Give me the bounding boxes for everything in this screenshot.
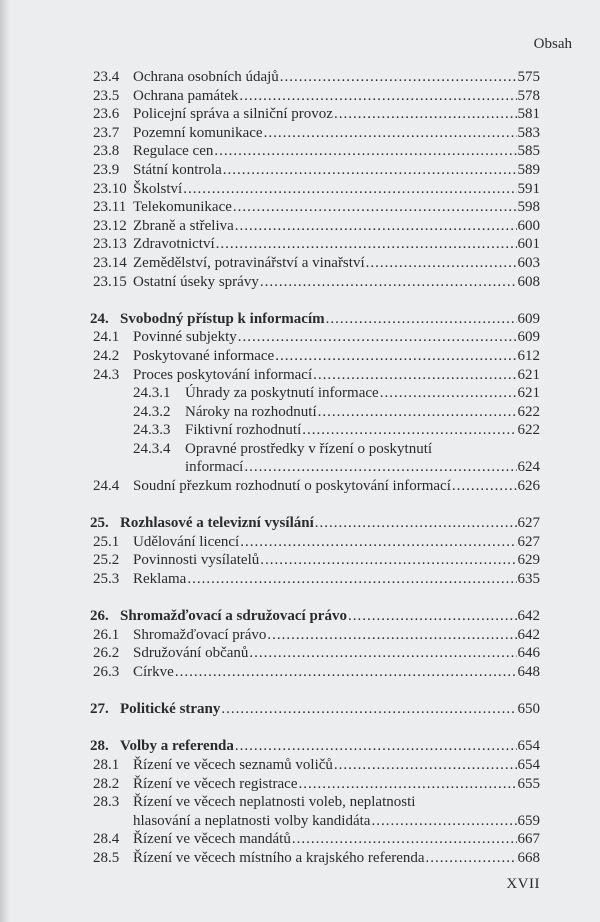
entry-page: 608 <box>517 273 540 290</box>
toc-entry[interactable] <box>90 403 540 422</box>
dot-leader <box>249 644 516 663</box>
dot-leader <box>235 737 517 756</box>
entry-title-continuation: hlasování a neplatnosti volby kandidáta <box>133 812 371 829</box>
entry-number: 23.11 <box>93 199 127 216</box>
toc-entry[interactable] <box>90 347 540 366</box>
entry-title: Telekomunikace <box>133 199 232 216</box>
dot-leader <box>302 421 516 440</box>
dot-leader <box>452 477 517 496</box>
toc-entry[interactable] <box>90 105 540 124</box>
entry-page: 654 <box>517 756 540 773</box>
entry-number: 24.3.3 <box>133 422 171 439</box>
dot-leader <box>233 198 517 217</box>
toc-chapter-entry[interactable] <box>90 310 540 329</box>
toc-chapter-entry[interactable] <box>90 737 540 756</box>
entry-title: Shromažďovací právo <box>133 626 267 643</box>
entry-page: 629 <box>517 552 540 569</box>
entry-page: 578 <box>517 87 540 104</box>
toc-entry[interactable] <box>90 198 540 217</box>
entry-number: 25.3 <box>93 571 120 588</box>
entry-title: Fiktivní rozhodnutí <box>185 422 302 439</box>
toc-entry[interactable] <box>90 830 540 849</box>
entry-page: 609 <box>517 329 540 346</box>
dot-leader <box>239 87 516 106</box>
entry-title: Soudní přezkum rozhodnutí o poskytování informací <box>133 478 451 495</box>
entry-page: 642 <box>517 608 540 625</box>
entry-title: Zdravotnictví <box>133 236 215 253</box>
toc-entry[interactable] <box>90 756 540 775</box>
toc-entry[interactable] <box>90 421 540 440</box>
entry-title-continuation: informací <box>185 459 244 476</box>
entry-title: Řízení ve věcech mandátů <box>133 831 291 848</box>
entry-number: 23.13 <box>93 236 127 253</box>
spacer <box>90 496 540 515</box>
entry-page: 654 <box>517 738 540 755</box>
dot-leader <box>264 124 517 143</box>
toc-entry-continuation <box>90 458 540 477</box>
entry-number: 26.1 <box>93 626 120 643</box>
entry-number: 26. <box>90 608 109 625</box>
dot-leader <box>426 849 517 868</box>
entry-number: 23.14 <box>93 254 127 271</box>
entry-title: Regulace cen <box>133 143 214 160</box>
entry-page: 668 <box>517 849 540 866</box>
entry-page: 650 <box>517 701 540 718</box>
entry-page: 648 <box>517 664 540 680</box>
toc-entry[interactable] <box>90 533 540 552</box>
entry-page: 600 <box>517 217 540 234</box>
entry-number: 23.15 <box>93 273 127 290</box>
entry-number: 23.9 <box>93 161 120 178</box>
entry-page: 622 <box>517 403 540 420</box>
dot-leader <box>238 328 517 347</box>
entry-number: 28.3 <box>93 794 120 811</box>
dot-leader <box>280 68 517 87</box>
entry-page: 621 <box>517 366 540 383</box>
entry-number: 25. <box>90 515 109 532</box>
entry-page: 627 <box>517 515 540 532</box>
dot-leader <box>348 607 517 626</box>
table-of-contents <box>90 68 540 868</box>
entry-title: Povinné subjekty <box>133 329 237 346</box>
page-edge-shadow <box>0 0 10 922</box>
entry-title: Církve <box>133 664 174 680</box>
dot-leader <box>260 551 516 570</box>
entry-title: Řízení ve věcech seznamů voličů <box>133 756 333 773</box>
entry-title: Rozhlasové a televizní vysílání <box>120 515 314 532</box>
entry-title: Zemědělství, potravinářství a vinařství <box>133 254 365 271</box>
entry-page: 591 <box>517 180 540 197</box>
entry-page: 603 <box>517 254 540 271</box>
entry-title: Státní kontrola <box>133 161 222 178</box>
toc-entry[interactable] <box>90 161 540 180</box>
spacer <box>90 719 540 738</box>
entry-title: Školství <box>133 180 183 197</box>
entry-number: 24.4 <box>93 478 120 495</box>
entry-title: Volby a referenda <box>120 738 234 755</box>
toc-entry[interactable] <box>90 477 540 496</box>
entry-number: 23.7 <box>93 124 120 141</box>
dot-leader <box>380 384 517 403</box>
spacer <box>90 682 540 701</box>
entry-number-spacer <box>133 458 185 477</box>
entry-page: 585 <box>517 143 540 160</box>
entry-title: Proces poskytování informací <box>133 366 313 383</box>
dot-leader <box>334 756 517 775</box>
toc-entry[interactable] <box>90 87 540 106</box>
entry-page: 646 <box>517 645 540 662</box>
dot-leader <box>223 161 517 180</box>
entry-title: Opravné prostředky v řízení o poskytnutí <box>185 440 433 457</box>
entry-title: Ochrana osobních údajů <box>133 69 279 85</box>
dot-leader <box>313 366 516 385</box>
dot-leader <box>235 217 517 236</box>
entry-page: 612 <box>517 347 540 364</box>
toc-entry[interactable] <box>90 644 540 663</box>
entry-number: 24.3 <box>93 366 120 383</box>
entry-page: 622 <box>517 422 540 439</box>
toc-entry[interactable] <box>90 235 540 254</box>
entry-page: 621 <box>517 385 540 402</box>
dot-leader <box>326 310 517 329</box>
entry-page: 659 <box>517 812 540 829</box>
entry-number: 24.2 <box>93 347 120 364</box>
entry-number: 28.5 <box>93 849 120 866</box>
entry-page: 589 <box>517 161 540 178</box>
toc-entry[interactable] <box>90 775 540 794</box>
toc-entry[interactable] <box>90 328 540 347</box>
entry-page: 583 <box>517 124 540 141</box>
toc-entry[interactable] <box>90 254 540 273</box>
toc-entry[interactable] <box>90 68 540 87</box>
entry-page: 581 <box>517 106 540 123</box>
dot-leader <box>221 700 516 719</box>
entry-number: 23.8 <box>93 143 120 160</box>
entry-number: 24. <box>90 310 109 327</box>
toc-entry[interactable] <box>90 180 540 199</box>
entry-title: Zbraně a střeliva <box>133 217 234 234</box>
dot-leader <box>267 626 516 645</box>
entry-number: 23.6 <box>93 106 120 123</box>
dot-leader <box>183 180 516 199</box>
dot-leader <box>216 235 517 254</box>
entry-title: Shromažďovací a sdružovací právo <box>120 608 347 625</box>
running-header: Obsah <box>533 36 572 52</box>
dot-leader <box>187 570 516 589</box>
toc-entry[interactable] <box>90 217 540 236</box>
entry-number: 24.3.1 <box>133 385 171 402</box>
entry-number: 26.2 <box>93 645 120 662</box>
dot-leader <box>315 514 517 533</box>
dot-leader <box>260 273 517 292</box>
entry-page: 626 <box>517 478 540 495</box>
entry-title: Sdružování občanů <box>133 645 249 662</box>
entry-number: 28.2 <box>93 775 120 792</box>
entry-page: 575 <box>517 69 540 85</box>
entry-title: Policejní správa a silniční provoz <box>133 106 333 123</box>
entry-title: Řízení ve věcech neplatnosti voleb, neplatnosti <box>133 794 416 811</box>
toc-entry-continuation <box>90 812 540 831</box>
entry-title: Udělování licencí <box>133 533 240 550</box>
toc-entry[interactable] <box>90 793 540 812</box>
dot-leader <box>240 533 516 552</box>
entry-title: Pozemní komunikace <box>133 124 263 141</box>
entry-title: Svobodný přístup k informacím <box>120 310 325 327</box>
toc-entry[interactable] <box>90 440 540 459</box>
dot-leader <box>366 254 517 273</box>
entry-title: Politické strany <box>120 701 221 718</box>
entry-number-spacer <box>93 812 133 831</box>
entry-title: Řízení ve věcech místního a krajského referenda <box>133 849 425 866</box>
entry-title: Řízení ve věcech registrace <box>133 775 298 792</box>
entry-number: 28. <box>90 738 109 755</box>
dot-leader <box>334 105 517 124</box>
dot-leader <box>275 347 516 366</box>
entry-number: 24.1 <box>93 329 120 346</box>
toc-entry[interactable] <box>90 663 540 682</box>
toc-entry[interactable] <box>90 142 540 161</box>
entry-number: 23.12 <box>93 217 127 234</box>
dot-leader <box>214 142 516 161</box>
toc-entry[interactable] <box>90 626 540 645</box>
entry-title: Reklama <box>133 571 187 588</box>
entry-title: Povinnosti vysílatelů <box>133 552 260 569</box>
entry-title: Nároky na rozhodnutí <box>185 403 317 420</box>
entry-number: 27. <box>90 701 109 718</box>
toc-entry[interactable] <box>90 570 540 589</box>
entry-page: 601 <box>517 236 540 253</box>
entry-page: 627 <box>517 533 540 550</box>
dot-leader <box>371 812 516 831</box>
entry-number: 28.1 <box>93 756 120 773</box>
entry-number: 26.3 <box>93 664 120 680</box>
entry-title: Ochrana památek <box>133 87 239 104</box>
entry-number: 23.10 <box>93 180 127 197</box>
dot-leader <box>299 775 517 794</box>
entry-number: 25.2 <box>93 552 120 569</box>
entry-title: Ostatní úseky správy <box>133 273 259 290</box>
entry-page: 635 <box>517 571 540 588</box>
toc-entry[interactable] <box>90 273 540 292</box>
dot-leader <box>318 403 517 422</box>
entry-page: 609 <box>517 310 540 327</box>
toc-entry[interactable] <box>90 551 540 570</box>
dot-leader <box>175 663 517 682</box>
entry-page: 642 <box>517 626 540 643</box>
entry-title: Úhrady za poskytnutí informace <box>185 385 379 402</box>
toc-chapter-entry[interactable] <box>90 700 540 719</box>
dot-leader <box>244 458 516 477</box>
entry-page: 624 <box>517 459 540 476</box>
toc-chapter-entry[interactable] <box>90 607 540 626</box>
page-number: XVII <box>506 876 540 892</box>
spacer <box>90 291 540 310</box>
entry-title: Poskytované informace <box>133 347 275 364</box>
dot-leader <box>292 830 517 849</box>
entry-number: 28.4 <box>93 831 120 848</box>
entry-page: 598 <box>517 199 540 216</box>
toc-entry[interactable] <box>90 384 540 403</box>
entry-number: 24.3.4 <box>133 440 171 457</box>
entry-page: 667 <box>517 831 540 848</box>
entry-number: 25.1 <box>93 533 120 550</box>
toc-chapter-entry[interactable] <box>90 514 540 533</box>
toc-entry[interactable] <box>90 124 540 143</box>
entry-page: 655 <box>517 775 540 792</box>
spacer <box>90 589 540 608</box>
entry-number: 24.3.2 <box>133 403 171 420</box>
entry-number: 23.4 <box>93 69 120 85</box>
toc-entry[interactable] <box>90 366 540 385</box>
toc-entry[interactable] <box>90 849 540 868</box>
entry-number: 23.5 <box>93 87 120 104</box>
